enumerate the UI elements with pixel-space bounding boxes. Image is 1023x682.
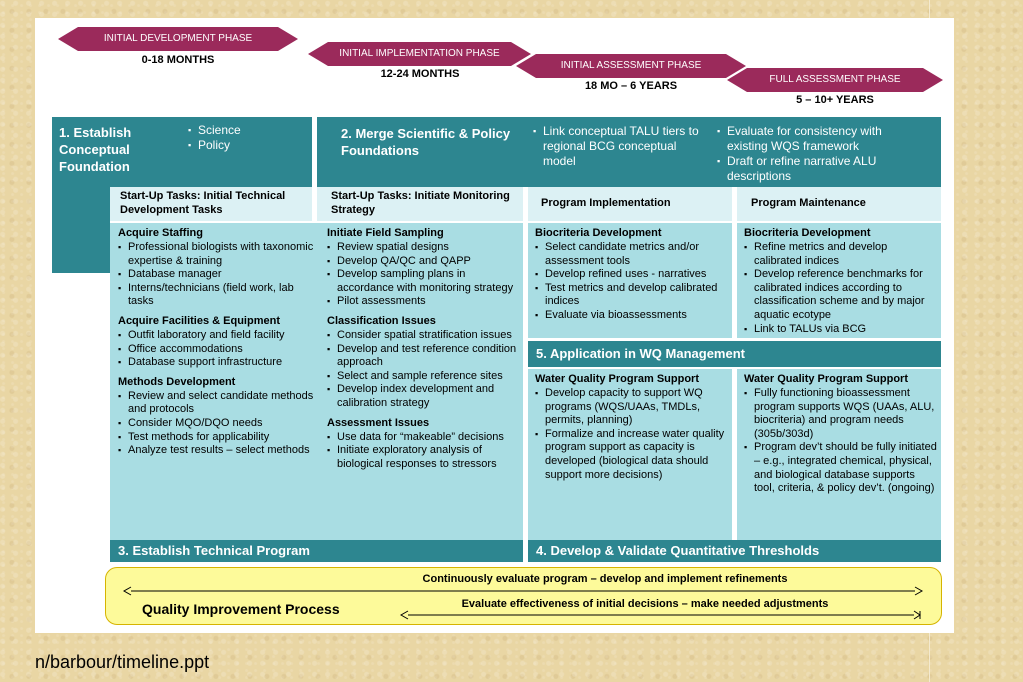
list-item: ▪ Develop and test reference condition approach	[327, 343, 519, 370]
wq-support-list	[535, 387, 728, 482]
feedback-arrow-line-icon	[400, 610, 925, 620]
box1-title: 1. Establish Conceptual Foundation	[59, 125, 132, 174]
list-item: ▪ Select candidate metrics and/or assessment tools	[535, 241, 728, 268]
col3-header: Program Implementation	[528, 187, 732, 221]
bullet-draft-narrative: ▪ Draft or refine narrative ALU descriptions	[717, 154, 917, 184]
phase-arrow-initial-implementation	[308, 42, 531, 66]
list-item: ▪ Select and sample reference sites	[327, 370, 519, 384]
list-item: ▪ Develop QA/QC and QAPP	[327, 255, 519, 269]
assessment-issues-list	[327, 431, 519, 472]
phase-label: INITIAL ASSESSMENT PHASE	[560, 60, 702, 71]
phase-duration: 0-18 MONTHS	[141, 54, 215, 66]
list-item: ▪ Initiate exploratory analysis of biological responses to stressors	[327, 444, 519, 471]
footer-filename: n/barbour/timeline.ppt	[35, 652, 210, 672]
double-arrow-line-icon	[123, 586, 923, 596]
list-item: ▪ Review spatial designs	[327, 241, 519, 255]
list-item: ▪ Develop refined uses - narratives	[535, 268, 728, 282]
develop-thresholds-bar: 4. Develop & Validate Quantitative Thresholds	[528, 540, 941, 562]
biocriteria-dev-list	[535, 241, 728, 323]
list-item: ▪ Link to TALUs via BCG	[744, 323, 937, 337]
list-item: ▪ Fully functioning bioassessment program supports WQS (UAAs, ALU, biocriteria) and program needs (305b/303d)	[744, 387, 937, 441]
establish-technical-program-bar: 3. Establish Technical Program	[110, 540, 523, 562]
list-item: ▪ Pilot assessments	[327, 295, 519, 309]
list-item: ▪ Develop reference benchmarks for calibrated indices according to classification scheme and by major aquatic ecotype	[744, 268, 937, 322]
list-item: ▪ Review and select candidate methods and protocols	[118, 390, 317, 417]
bullet-link-talu: ▪ Link conceptual TALU tiers to regional BCG conceptual model	[533, 124, 711, 169]
col4-body	[737, 223, 941, 338]
phase-duration: 18 MO – 6 YEARS	[584, 80, 678, 92]
list-item: ▪ Interns/technicians (field work, lab tasks	[118, 282, 317, 309]
qip-label: Quality Improvement Process	[142, 601, 340, 617]
col2-body	[320, 223, 523, 540]
list-item: ▪ Program dev’t should be fully initiated – e.g., integrated chemical, physical, and biological database supports tool, criteria, & policy dev’t. (ongoing)	[744, 441, 937, 495]
list-item: ▪ Formalize and increase water quality program support as capacity is developed (biological data should support more decisions)	[535, 428, 728, 482]
phase-arrow-initial-development	[58, 27, 298, 51]
col3-body	[528, 223, 732, 338]
list-item: ▪ Consider spatial stratification issues	[327, 329, 519, 343]
phase-duration: 12-24 MONTHS	[380, 68, 460, 80]
col4-header: Program Maintenance	[737, 187, 941, 221]
methods-development-list	[118, 390, 317, 458]
section-title: Classification Issues	[327, 314, 436, 327]
acquire-facilities-list	[118, 329, 317, 370]
section-title: Water Quality Program Support	[744, 373, 909, 385]
phase-label: INITIAL IMPLEMENTATION PHASE	[339, 48, 500, 59]
phase-duration: 5 – 10+ YEARS	[796, 94, 874, 106]
phase-label: INITIAL DEVELOPMENT PHASE	[103, 33, 253, 44]
wq-management-bar: 5. Application in WQ Management	[528, 341, 941, 367]
list-item: ▪ Database manager	[118, 268, 317, 282]
box2-bullets-a	[533, 124, 711, 169]
col1-body	[110, 223, 323, 540]
classification-issues-list	[327, 329, 519, 411]
section-title: Biocriteria Development	[535, 227, 662, 239]
phase-arrow-full-assessment	[727, 68, 943, 92]
wq-support-col3	[528, 369, 732, 540]
section-title: Initiate Field Sampling	[327, 227, 444, 239]
section-title: Assessment Issues	[327, 416, 430, 429]
bullet-science: ▪ Science	[188, 123, 298, 138]
box2-title: 2. Merge Scientific & Policy Foundations	[341, 126, 511, 158]
list-item: ▪ Develop sampling plans in accordance with monitoring strategy	[327, 268, 519, 295]
acquire-staffing-list	[118, 241, 317, 309]
box2-bullets-b	[717, 124, 917, 184]
list-item: ▪ Develop capacity to support WQ programs (WQS/UAAs, TMDLs, permits, planning)	[535, 387, 728, 428]
list-item: ▪ Evaluate via bioassessments	[535, 309, 728, 323]
section-title: Biocriteria Development	[744, 227, 871, 239]
list-item: ▪ Analyze test results – select methods	[118, 444, 317, 458]
list-item: ▪ Database support infrastructure	[118, 356, 317, 370]
box1-bullets	[188, 123, 298, 153]
biocriteria-maint-list	[744, 241, 937, 336]
list-item: ▪ Professional biologists with taxonomic expertise & training	[118, 241, 317, 268]
qip-line2-text: Evaluate effectiveness of initial decisions – make needed adjustments	[461, 598, 829, 610]
list-item: ▪ Consider MQO/DQO needs	[118, 417, 317, 431]
list-item: ▪ Use data for “makeable” decisions	[327, 431, 519, 445]
list-item: ▪ Test methods for applicability	[118, 431, 317, 445]
field-sampling-list	[327, 241, 519, 309]
phase-label: FULL ASSESSMENT PHASE	[769, 74, 901, 85]
list-item: ▪ Office accommodations	[118, 343, 317, 357]
col1-header: Start-Up Tasks: Initial Technical Development Tasks	[110, 187, 312, 221]
wq-support-list	[744, 387, 937, 496]
list-item: ▪ Develop index development and calibration strategy	[327, 383, 519, 410]
establish-conceptual-foundation-stem	[52, 187, 110, 273]
section-title: Methods Development	[118, 375, 236, 388]
col2-header: Start-Up Tasks: Initiate Monitoring Strategy	[317, 187, 523, 221]
section-title: Acquire Facilities & Equipment	[118, 314, 280, 327]
phase-arrow-initial-assessment	[516, 54, 746, 78]
slide-canvas	[35, 18, 954, 633]
qip-line1-text: Continuously evaluate program – develop and implement refinements	[422, 573, 788, 585]
section-title: Water Quality Program Support	[535, 373, 700, 385]
bullet-policy: ▪ Policy	[188, 138, 298, 153]
section-title: Acquire Staffing	[118, 227, 203, 239]
list-item: ▪ Test metrics and develop calibrated indices	[535, 282, 728, 309]
bullet-evaluate-consistency: ▪ Evaluate for consistency with existing WQS framework	[717, 124, 917, 154]
list-item: ▪ Outfit laboratory and field facility	[118, 329, 317, 343]
wq-support-col4	[737, 369, 941, 540]
list-item: ▪ Refine metrics and develop calibrated indices	[744, 241, 937, 268]
